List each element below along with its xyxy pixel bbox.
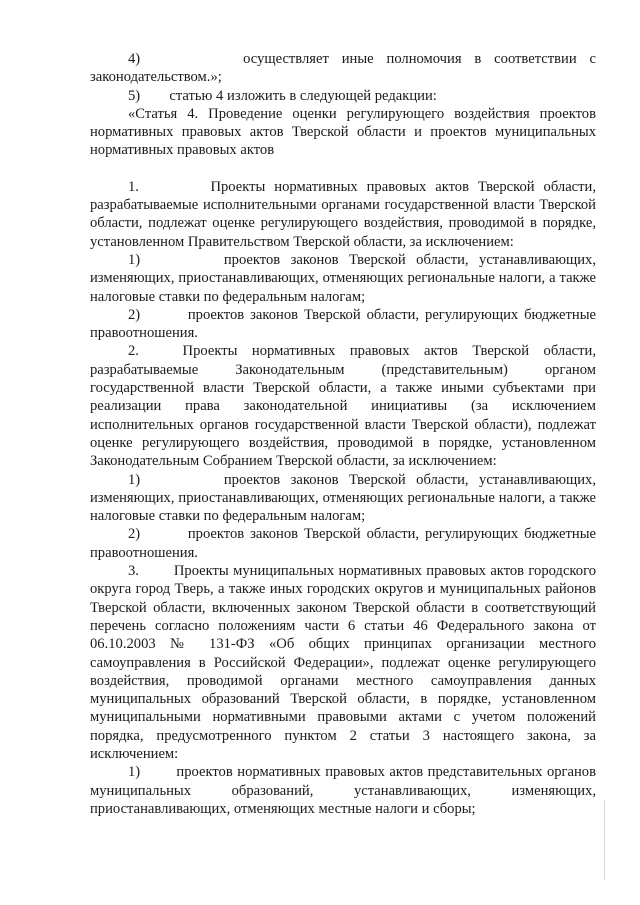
paragraph-point-2: 2. Проекты нормативных правовых актов Тверской области, разрабатываемые Законодательным (представительным) органом государственной власти Тверской области, а также иными субъектами при реализации права законодательной инициативы (за исключением исполнительных органов государственной власти Тверской области), подлежат оценке регулирующего воздействия, проводимой в порядке, установленном Законодательным Собранием Тверской области, за исключением: <box>90 343 596 470</box>
paragraph-spacer <box>90 160 596 178</box>
paragraph-point-2-sub-2: 2) проектов законов Тверской области, регулирующих бюджетные правоотношения. <box>90 526 596 561</box>
article-4-heading: «Статья 4. Проведение оценки регулирующего воздействия проектов нормативных правовых актов Тверской области и проектов муниципальных нормативных правовых актов <box>90 105 596 159</box>
paragraph-point-1: 1. Проекты нормативных правовых актов Тверской области, разрабатываемые исполнительными органами государственной власти Тверской области, подлежат оценке регулирующего воздействия, проводимой в порядке, установленном Правительством Тверской области, за исключением: <box>90 178 596 250</box>
paragraph-point-3: 3. Проекты муниципальных нормативных правовых актов городского округа город Тверь, а также иных городских округов и муниципальных районов Тверской области, включенных законом Тверской области в соответствующий перечень согласно положениям части 6 статьи 46 Федерального закона от 06.10.2003 № 131-ФЗ «Об общих принципах организации местного самоуправления в Российской Федерации», подлежат оценке регулирующего воздействия, проводимой органами местного самоуправления данных муниципальных образований Тверской области, в порядке, установленном муниципальными нормативными правовыми актами с учетом положений порядка, предусмотренного пунктом 2 статьи 3 настоящего закона, за исключением: <box>90 563 596 762</box>
scan-artifact-line <box>604 800 605 880</box>
paragraph-point-2-sub-1: 1) проектов законов Тверской области, устанавливающих, изменяющих, приостанавливающих, отменяющих региональные налоги, а также налоговые ставки по федеральным налогам; <box>90 471 596 525</box>
paragraph-item-4-powers: 4) осуществляет иные полномочия в соответствии с законодательством.»; <box>90 51 596 86</box>
paragraph-item-5-article-4: 5) статью 4 изложить в следующей редакции: <box>128 87 437 104</box>
paragraph-point-1-sub-1: 1) проектов законов Тверской области, устанавливающих, изменяющих, приостанавливающих, отменяющих региональные налоги, а также налоговые ставки по федеральным налогам; <box>90 251 596 305</box>
paragraph-point-3-sub-1: 1) проектов нормативных правовых актов представительных органов муниципальных образований, устанавливающих, изменяющих, приостанавливающих, отменяющих местные налоги и сборы; <box>90 764 596 817</box>
paragraph-point-1-sub-2: 2) проектов законов Тверской области, регулирующих бюджетные правоотношения. <box>90 306 596 342</box>
